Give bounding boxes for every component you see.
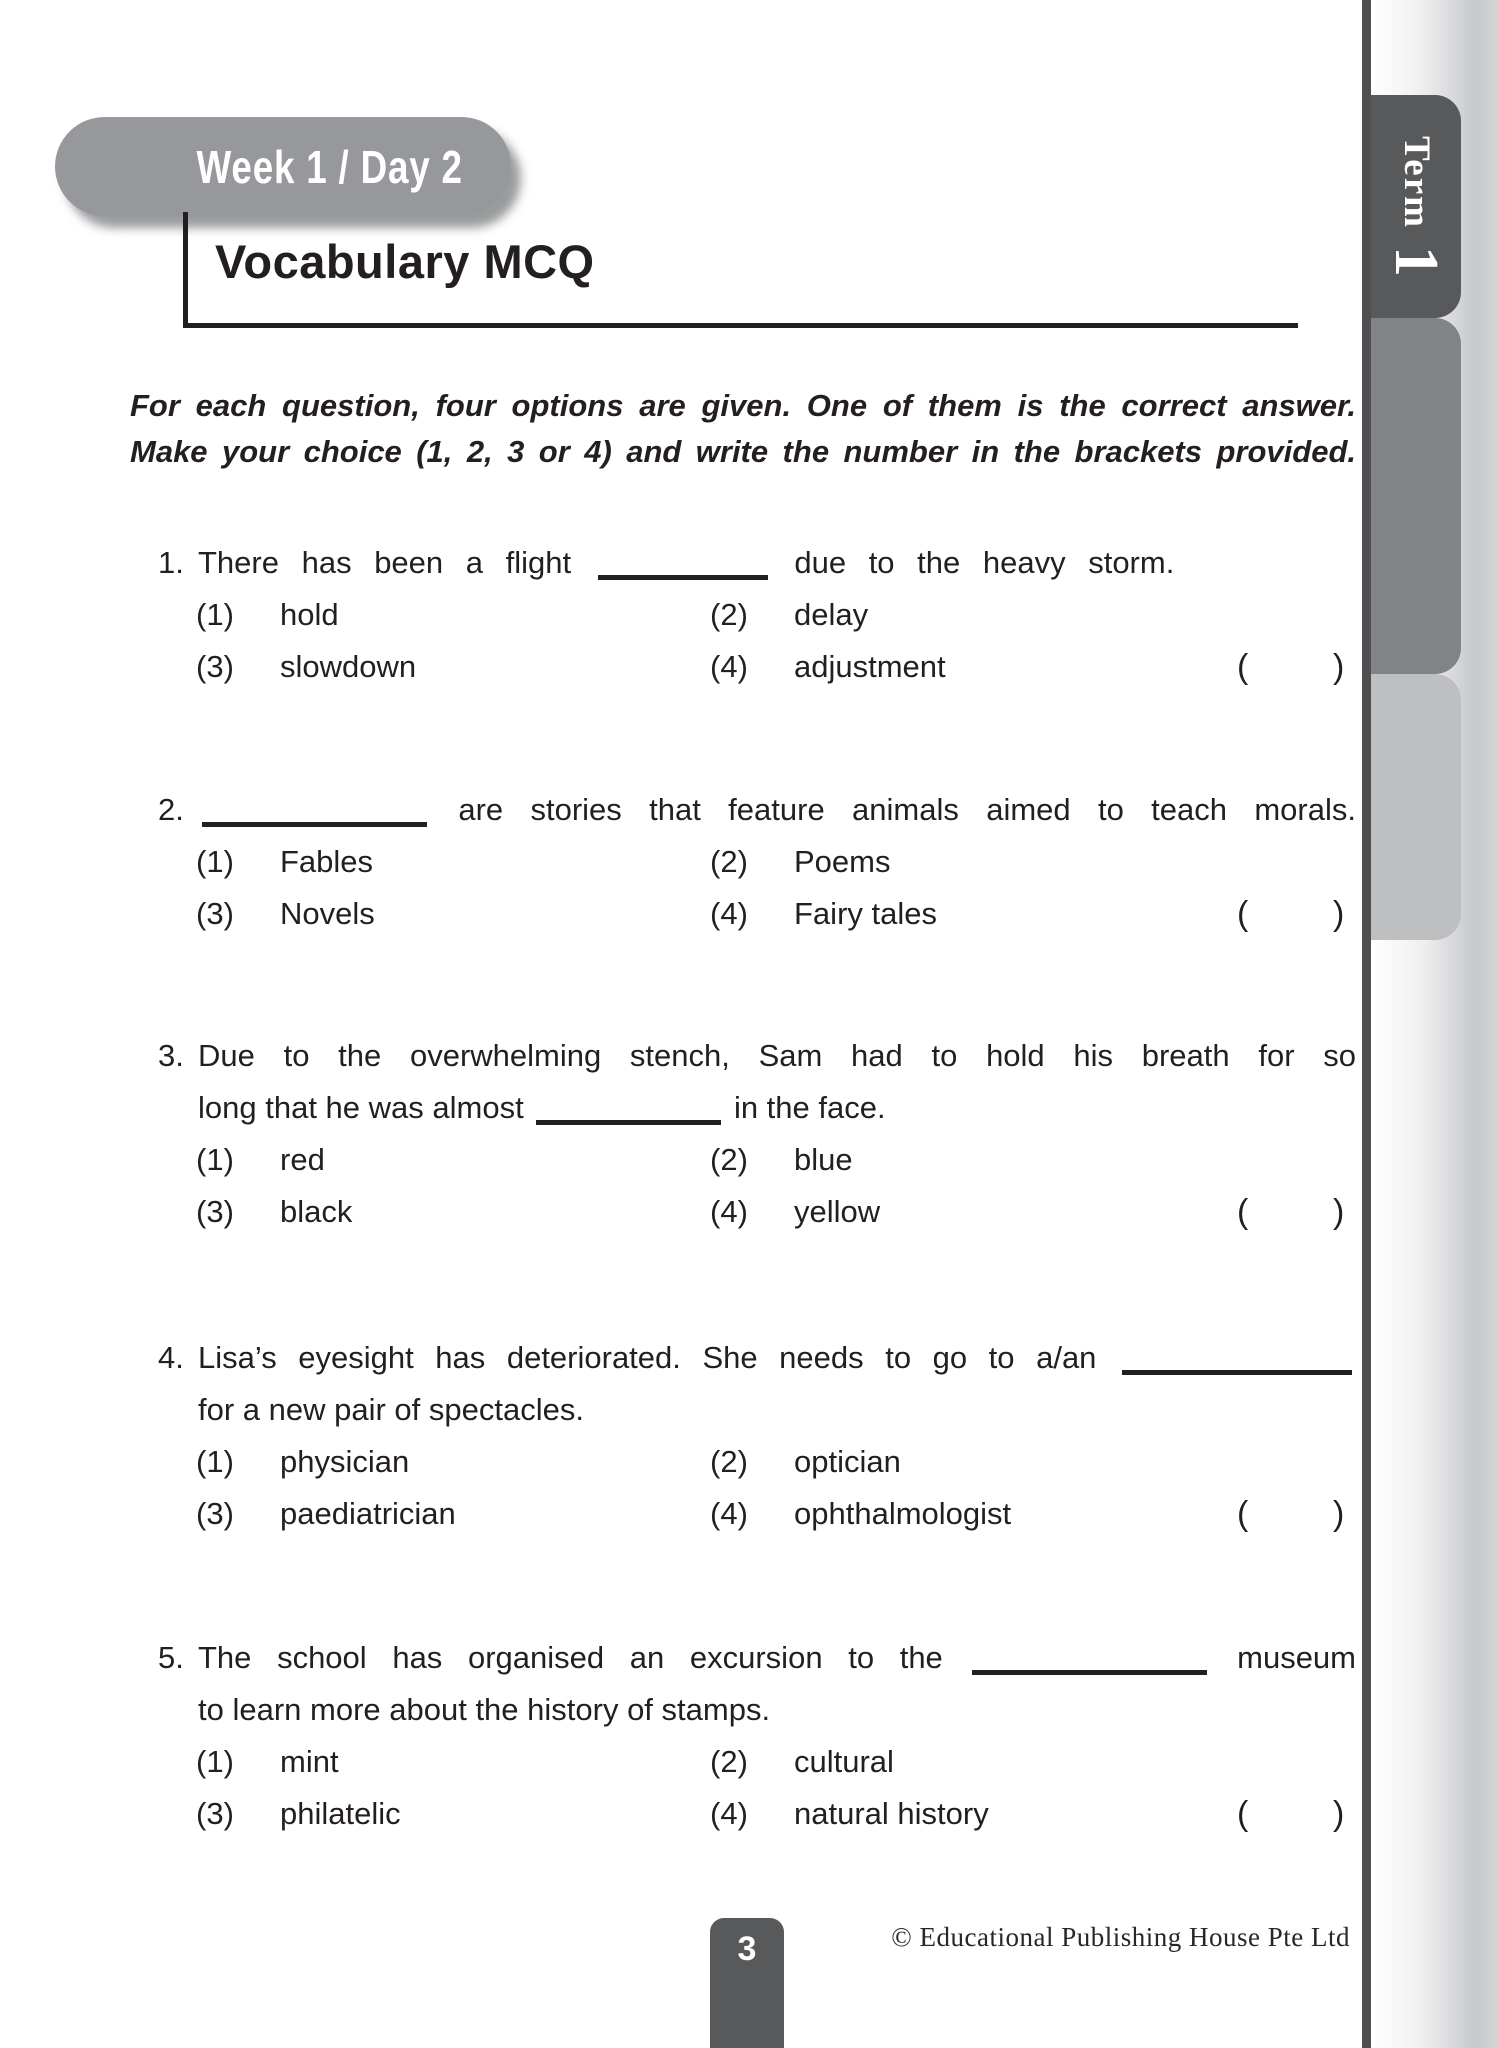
option-number: (3) xyxy=(196,649,234,684)
option-number: (2) xyxy=(710,1444,748,1479)
option-label: optician xyxy=(794,1444,901,1479)
option-label: hold xyxy=(280,597,339,632)
question-number: 4. xyxy=(158,1340,184,1375)
question-text: museum xyxy=(1237,1640,1356,1675)
question-number: 5. xyxy=(158,1640,184,1675)
option-label: Fairy tales xyxy=(794,896,937,931)
option-label: Novels xyxy=(280,896,375,931)
option-label: mint xyxy=(280,1744,339,1779)
question-number: 1. xyxy=(158,545,184,580)
answer-bracket-close: ) xyxy=(1333,1495,1345,1533)
week-day-badge-text: Week 1 / Day 2 xyxy=(196,140,463,193)
title-rule xyxy=(183,323,1298,328)
option-label: ophthalmologist xyxy=(794,1496,1012,1531)
option-label: Poems xyxy=(794,844,891,879)
question-text: in the face. xyxy=(733,1090,886,1125)
question-text: Lisa’s eyesight has deteriorated. She needs to go to a/an xyxy=(198,1340,1097,1375)
week-day-badge xyxy=(55,117,511,216)
term-tab-number: 1 xyxy=(1382,246,1450,278)
spine-bar xyxy=(1362,0,1371,2048)
answer-bracket-open: ( xyxy=(1237,1193,1249,1231)
page-number: 3 xyxy=(737,1930,757,1968)
option-number: (3) xyxy=(196,1796,234,1831)
question-text: There has been a flight xyxy=(198,545,572,580)
option-row xyxy=(196,836,1356,888)
option-number: (4) xyxy=(710,649,748,684)
option-label: black xyxy=(280,1194,353,1229)
question-number: 2. xyxy=(158,792,184,827)
option-number: (3) xyxy=(196,896,234,931)
option-label: physician xyxy=(280,1444,410,1479)
question-text: Due to the overwhelming stench, Sam had to hold his breath for so xyxy=(198,1038,1356,1073)
blank-line xyxy=(598,565,768,580)
blank-line xyxy=(972,1660,1207,1675)
instructions xyxy=(130,383,1356,475)
question-text: due to the heavy storm. xyxy=(794,545,1175,580)
option-label: cultural xyxy=(794,1744,894,1779)
question-text-line xyxy=(198,1030,1356,1082)
option-number: (1) xyxy=(196,1142,234,1177)
option-label: philatelic xyxy=(280,1796,401,1831)
badge-connector-line xyxy=(183,212,188,328)
term-tab xyxy=(1371,95,1461,318)
option-label: Fables xyxy=(280,844,374,879)
option-number: (2) xyxy=(710,1744,748,1779)
option-number: (4) xyxy=(710,1194,748,1229)
question-text: are stories that feature animals aimed to teach morals. xyxy=(458,792,1356,827)
instruction-line: Make your choice (1, 2, 3 or 4) and write the number in the brackets provided. xyxy=(130,434,1356,469)
answer-bracket-close: ) xyxy=(1333,1795,1345,1833)
option-label: adjustment xyxy=(794,649,946,684)
instruction-line: For each question, four options are given. One of them is the correct answer. xyxy=(130,388,1356,423)
option-number: (4) xyxy=(710,896,748,931)
option-row xyxy=(196,1488,1356,1540)
answer-bracket-open: ( xyxy=(1237,1795,1249,1833)
option-label: red xyxy=(280,1142,325,1177)
term-tab-label: Term xyxy=(1396,135,1437,229)
option-number: (1) xyxy=(196,844,234,879)
option-label: slowdown xyxy=(280,649,417,684)
blank-line xyxy=(202,812,427,827)
option-label: blue xyxy=(794,1142,853,1177)
page-title: Vocabulary MCQ xyxy=(215,235,595,288)
option-number: (4) xyxy=(710,1496,748,1531)
question-text-line xyxy=(198,1684,1356,1736)
option-number: (2) xyxy=(710,597,748,632)
answer-bracket-close: ) xyxy=(1333,1193,1345,1231)
option-number: (1) xyxy=(196,597,234,632)
question-text: long that he was almost xyxy=(198,1090,524,1125)
question-number: 3. xyxy=(158,1038,184,1073)
blank-line xyxy=(536,1110,721,1125)
option-row xyxy=(196,589,1356,641)
option-label: delay xyxy=(794,597,869,632)
question-text: for a new pair of spectacles. xyxy=(198,1392,584,1427)
answer-bracket-open: ( xyxy=(1237,895,1249,933)
option-row xyxy=(196,641,1356,693)
answer-bracket-open: ( xyxy=(1237,648,1249,686)
option-number: (4) xyxy=(710,1796,748,1831)
option-label: paediatrician xyxy=(280,1496,456,1531)
option-number: (3) xyxy=(196,1194,234,1229)
question-text-line xyxy=(198,1082,1356,1134)
option-label: natural history xyxy=(794,1796,989,1831)
answer-bracket-open: ( xyxy=(1237,1495,1249,1533)
question-text-line xyxy=(198,1632,1356,1684)
option-number: (2) xyxy=(710,844,748,879)
question-text-line xyxy=(198,1332,1356,1384)
option-row xyxy=(196,1736,1356,1788)
option-row xyxy=(196,1134,1356,1186)
option-number: (1) xyxy=(196,1744,234,1779)
page-number-tab xyxy=(710,1918,784,2048)
side-tab-bottom xyxy=(1371,674,1461,940)
answer-bracket-close: ) xyxy=(1333,895,1345,933)
question-text-line xyxy=(198,1384,1356,1436)
copyright-text: © Educational Publishing House Pte Ltd xyxy=(891,1922,1350,1952)
option-row xyxy=(196,888,1356,940)
question-text: The school has organised an excursion to the xyxy=(198,1640,943,1675)
option-row xyxy=(196,1436,1356,1488)
option-row xyxy=(196,1788,1356,1840)
option-number: (2) xyxy=(710,1142,748,1177)
answer-bracket-close: ) xyxy=(1333,648,1345,686)
option-number: (3) xyxy=(196,1496,234,1531)
side-tab-middle xyxy=(1371,318,1461,674)
question-text-line xyxy=(198,784,1356,836)
option-number: (1) xyxy=(196,1444,234,1479)
blank-line xyxy=(1122,1360,1352,1375)
question-text-line xyxy=(198,537,1356,589)
option-row xyxy=(196,1186,1356,1238)
question-text: to learn more about the history of stamps. xyxy=(198,1692,771,1727)
option-label: yellow xyxy=(794,1194,881,1229)
